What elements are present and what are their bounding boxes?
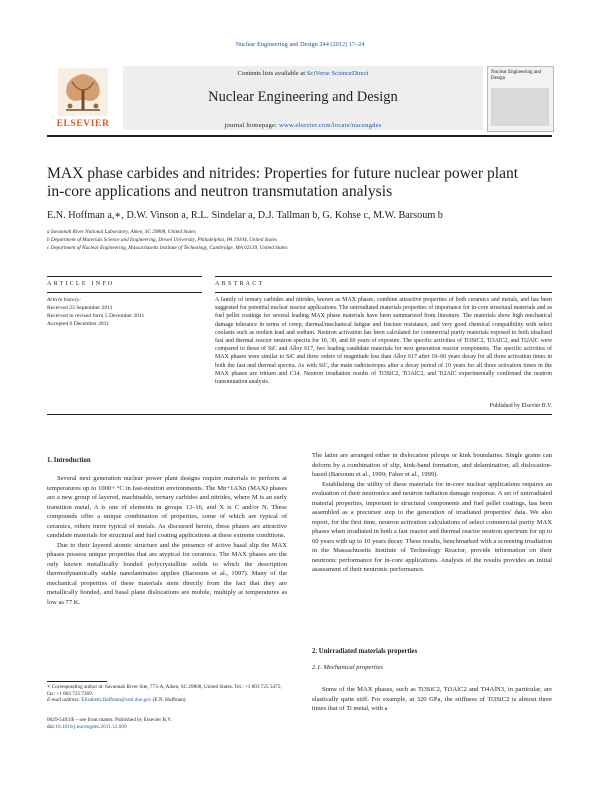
- contents-prefix: Contents lists available at: [237, 70, 307, 77]
- intro-paragraph-2: Due to their layered atomic structure and the presence of active basal slip the MAX phases possess unique properties that are atypical for ceramics. The MAX phases are the only known metallically bonded polycrystalline solids to which the description thermodynamically stable nanolaminates applies (Barsoum et al., 1997). Many of the mechanical properties of these materials stem directly from the fact that they are metallically bonded, and basal plane dislocations are mobile, multiply at temperatures as low as 77 K.: [47, 541, 287, 606]
- history-accepted: Accepted 6 December 2011: [47, 321, 110, 327]
- doi-line: [47, 724, 347, 731]
- published-by: Published by Elsevier B.V.: [489, 403, 552, 409]
- right-paragraph-2: Establishing the utility of these materials for in-core nuclear applications requires an evaluation of their neutronics and neutron radiation damage response. A set of unirradiated material properties, important to structural components and fuel pellet coatings, has been assembled as a precursor step to the generation of irradiated properties' data. We also report, for the first time, neutron activation calculations of select commercial purity MAX phases when irradiated in both a fast reactor and thermal reactor neutron spectrum for up to 60 years with up to 10 years decay. These results, benchmarked with a screening irradiation in the Massachusetts Institute of Technology Reactor, provide information on their neutronic performance for in-core applications. Analysis of the results provides an initial assessment of their neutronic performance.: [312, 480, 552, 573]
- cover-image: [491, 88, 549, 126]
- elsevier-logo-text: ELSEVIER: [56, 119, 110, 129]
- history-received: Received 23 September 2011: [47, 305, 113, 311]
- elsevier-tree-logo-icon: [58, 68, 108, 116]
- intro-paragraph-1: Several next generation nuclear power plant designs require materials to perform at temperatures up to 1000+ °C in fast-neutron environments. The Mn+1AXn (MAX) phases are a new group of layered, machinable, ternary carbides and nitrides, where M is an early transition metal, A is one of elements in groups 13–16, and X is C and/or N. These compounds offer a unique combination of properties, some of which are typical of ceramics, others more typical of metals. As discussed herein, these phases are attractive candidate materials for structural and fuel coating applications at these extreme conditions.: [47, 475, 287, 539]
- article-title: [47, 165, 547, 201]
- right-paragraph-1: The latter are arranged either in dislocation pileups or kink boundaries. Single grains can deform by a combination of slip, kink-band formation, and delamination; all dislocation-based (Barsoum et al., 1999; Faber et al., 1999).: [312, 452, 552, 478]
- author-list: E.N. Hoffman a,∗, D.W. Vinson a, R.L. Sindelar a, D.J. Tallman b, G. Kohse c, M.W. Barsoum b: [47, 210, 443, 221]
- article-title-line-2: in-core applications and neutron transmutation analysis: [47, 183, 393, 200]
- article-title-line-1: MAX phase carbides and nitrides: Properties for future nuclear power plant: [47, 165, 519, 182]
- affiliation-c: c Department of Nuclear Engineering, Massachusetts Institute of Technology, Cambridge, MA 02139, United States: [47, 245, 288, 251]
- abstract-text: A family of ternary carbides and nitrides, known as MAX phases, combine attractive properties of both ceramics and metals, and has been suggested for potential nuclear reactor applications. The unirradiated materials properties of importance for in-core structural materials and as fuel pellet coatings for several leading MAX phase materials have been summarized from literature. The materials show high mechanical damage tolerance in terms of creep, thermal/mechanical fatigue and fracture resistance, and very good chemical compatibility with select coolants such as molten lead and sodium. Neutron activation has been calculated for commercial purity materials exposed to both idealized fast and thermal reactor neutron spectra for 10, 30, and 60 years of exposure. The specific activities of Ti3SiC2, Ti3AlC2, and Ti2AlC were compared to those of SiC and Alloy 617, two leading candidate materials for next generation reactor components. The specific activities of MAX phases were similar to SiC and three orders of magnitude less than Alloy 617 after 10–60 years decay for all three activation times in both the fast and thermal spectra. As with SiC, the main radioisotopes after a decay period of 10 years for all three activation times in the MAX phases are tritium and C14. Neutron irradiation results of Ti3SiC2, Ti3AlC2, and Ti2AlC experimentally confirmed the neutron transmutation analysis.: [215, 297, 552, 386]
- abstract-heading: ABSTRACT: [215, 281, 265, 287]
- journal-name: Nuclear Engineering and Design: [208, 89, 398, 105]
- info-rule-2: [47, 292, 202, 293]
- author-email-link[interactable]: Elizabeth.Hoffman@srnl.doe.gov: [81, 697, 152, 704]
- affiliation-b: b Department of Materials Science and Engineering, Drexel University, Philadelphia, PA 19104, United States: [47, 237, 277, 243]
- issn-footer: [47, 717, 347, 730]
- history-revised: Received in revised form 5 December 2011: [47, 313, 145, 319]
- homepage-link[interactable]: www.elsevier.com/locate/nucengdes: [279, 122, 382, 129]
- right-column-subsection-body: [312, 685, 552, 714]
- mechanical-properties-paragraph: Some of the MAX phases, such as Ti3SiC2, Ti3AlC2 and Ti4AlN3, in particular, are elastically quite stiff. For example, at 320 GPa, the stiffness of Ti3SiC2 is almost three times that of Ti metal, with a: [312, 686, 552, 712]
- email-note: [47, 697, 287, 704]
- doi-label: doi:: [47, 723, 56, 730]
- info-rule: [47, 276, 202, 277]
- header-rule: [47, 135, 552, 137]
- section-1-heading: 1. Introduction: [47, 457, 91, 464]
- contents-availability: [123, 70, 483, 77]
- right-column-body: [312, 451, 552, 575]
- cover-title: Nuclear Engineering and Design: [491, 70, 541, 81]
- footnote-rule: [47, 681, 107, 682]
- article-history-label: Article history:: [47, 297, 82, 303]
- doi-link[interactable]: 10.1016/j.nucengdes.2011.12.009: [55, 723, 127, 730]
- article-info-heading: ARTICLE INFO: [47, 281, 115, 287]
- corresponding-footnote: [47, 684, 287, 704]
- issn-line: 0029-5493/$ – see front matter. Published by Elsevier B.V.: [47, 717, 172, 723]
- subsection-2-1-heading: 2.1. Mechanical properties: [312, 664, 384, 671]
- email-suffix: (E.N. Hoffman).: [151, 697, 187, 704]
- sciencedirect-link[interactable]: SciVerse ScienceDirect: [306, 70, 369, 77]
- abstract-bottom-rule: [47, 414, 552, 415]
- journal-homepage: [123, 122, 483, 129]
- abstract-rule: [215, 276, 552, 277]
- corresponding-author-note: ∗ Corresponding author at: Savannah River Site, 773-A, Aiken, SC 29808, United States. Tel.: +1 803 725 5475; fax: +1 803 725 7369.: [47, 684, 282, 697]
- affiliation-a: a Savannah River National Laboratory, Aiken, SC 29808, United States: [47, 229, 196, 235]
- abstract-rule-2: [215, 292, 552, 293]
- email-label: E-mail address:: [47, 697, 82, 704]
- section-2-heading: 2. Unirradiated materials properties: [312, 648, 418, 655]
- homepage-label: journal homepage:: [224, 122, 280, 129]
- journal-citation[interactable]: Nuclear Engineering and Design 244 (2012) 17–24: [235, 41, 365, 48]
- left-column-body: [47, 474, 287, 607]
